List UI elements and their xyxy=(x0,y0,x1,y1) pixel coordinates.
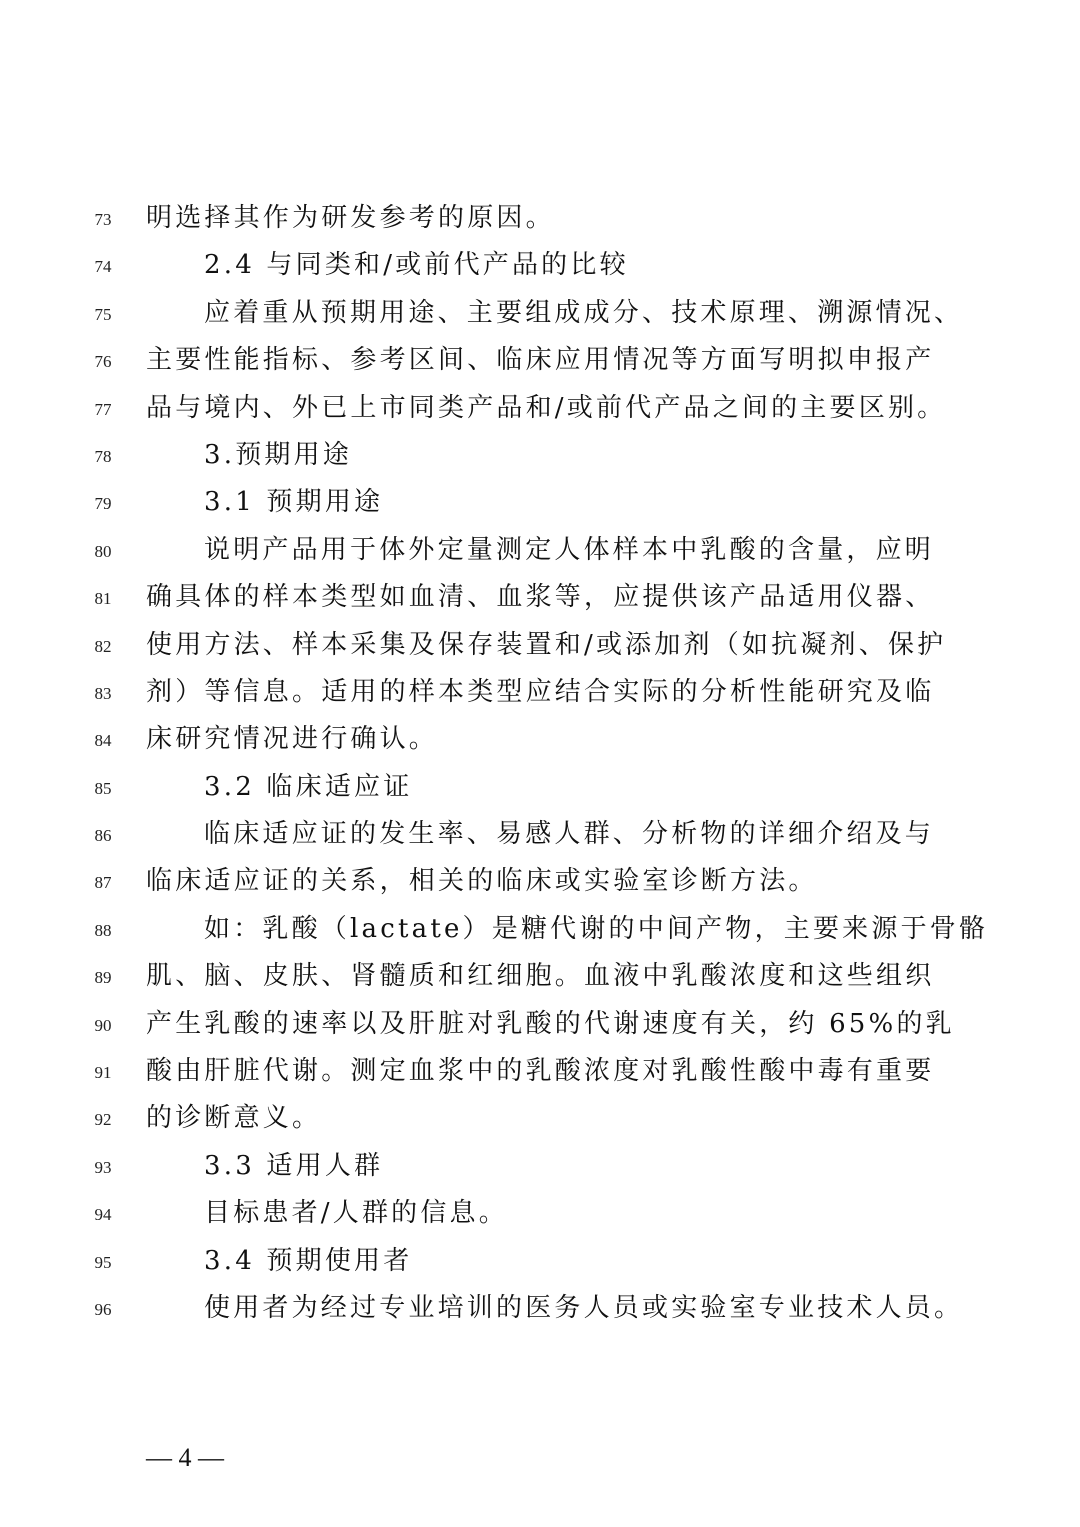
line-text: 产生乳酸的速率以及肝脏对乳酸的代谢速度有关，约 65%的乳 xyxy=(146,1008,955,1039)
line-number: 83 xyxy=(94,683,112,703)
line-text: 应着重从预期用途、主要组成成分、技术原理、溯源情况、 xyxy=(204,297,964,328)
text-line xyxy=(0,950,1080,997)
line-number: 81 xyxy=(94,589,112,609)
text-line xyxy=(0,1235,1080,1282)
line-text: 说明产品用于体外定量测定人体样本中乳酸的含量，应明 xyxy=(204,534,935,565)
text-line xyxy=(0,429,1080,476)
line-number: 82 xyxy=(94,636,112,656)
line-number: 87 xyxy=(94,873,112,893)
line-text: 3.2 临床适应证 xyxy=(204,771,413,802)
body-text xyxy=(0,192,1080,1329)
line-number: 90 xyxy=(94,1015,112,1035)
line-number: 76 xyxy=(94,352,112,372)
line-number: 89 xyxy=(94,968,112,988)
line-text: 3.1 预期用途 xyxy=(204,487,384,518)
text-line xyxy=(0,1140,1080,1187)
line-text: 如：乳酸（lactate）是糖代谢的中间产物，主要来源于骨骼 xyxy=(204,913,989,944)
text-line xyxy=(0,1092,1080,1139)
text-line xyxy=(0,571,1080,618)
line-text: 3.3 适用人群 xyxy=(204,1150,384,1181)
line-number: 91 xyxy=(94,1063,112,1083)
line-text: 床研究情况进行确认。 xyxy=(146,724,439,755)
line-number: 94 xyxy=(94,1205,112,1225)
line-text: 的诊断意义。 xyxy=(146,1103,322,1134)
text-line xyxy=(0,287,1080,334)
line-text: 3.预期用途 xyxy=(204,439,353,470)
text-line xyxy=(0,903,1080,950)
line-text: 主要性能指标、参考区间、临床应用情况等方面写明拟申报产 xyxy=(146,345,935,376)
text-line xyxy=(0,1187,1080,1234)
text-line xyxy=(0,192,1080,239)
line-number: 86 xyxy=(94,826,112,846)
line-number: 84 xyxy=(94,731,112,751)
line-text: 3.4 预期使用者 xyxy=(204,1245,413,1276)
line-number: 93 xyxy=(94,1157,112,1177)
line-number: 88 xyxy=(94,920,112,940)
line-text: 使用方法、样本采集及保存装置和/或添加剂（如抗凝剂、保护 xyxy=(146,629,947,660)
line-text: 剂）等信息。适用的样本类型应结合实际的分析性能研究及临 xyxy=(146,676,935,707)
line-text: 品与境内、外已上市同类产品和/或前代产品之间的主要区别。 xyxy=(146,392,947,423)
line-number: 77 xyxy=(94,399,112,419)
text-line xyxy=(0,524,1080,571)
text-line xyxy=(0,382,1080,429)
line-number: 73 xyxy=(94,210,112,229)
text-line xyxy=(0,713,1080,760)
line-text: 确具体的样本类型如血清、血浆等，应提供该产品适用仪器、 xyxy=(146,582,935,613)
line-number: 92 xyxy=(94,1110,112,1130)
line-text: 酸由肝脏代谢。测定血浆中的乳酸浓度对乳酸性酸中毒有重要 xyxy=(146,1056,935,1087)
text-line xyxy=(0,476,1080,523)
line-number: 74 xyxy=(94,257,112,277)
text-line xyxy=(0,1045,1080,1092)
line-number: 96 xyxy=(94,1299,112,1319)
line-text: 临床适应证的发生率、易感人群、分析物的详细介绍及与 xyxy=(204,819,935,850)
line-text: 明选择其作为研发参考的原因。 xyxy=(146,203,555,233)
text-line xyxy=(0,666,1080,713)
line-number: 78 xyxy=(94,446,112,466)
text-line xyxy=(0,1282,1080,1329)
line-number: 75 xyxy=(94,304,112,324)
text-line xyxy=(0,761,1080,808)
line-text: 临床适应证的关系，相关的临床或实验室诊断方法。 xyxy=(146,866,818,897)
line-text: 使用者为经过专业培训的医务人员或实验室专业技术人员。 xyxy=(204,1292,964,1323)
line-number: 95 xyxy=(94,1252,112,1272)
line-text: 目标患者/人群的信息。 xyxy=(204,1198,508,1229)
text-line xyxy=(0,239,1080,286)
text-line xyxy=(0,808,1080,855)
line-number: 80 xyxy=(94,541,112,561)
line-text: 肌、脑、皮肤、肾髓质和红细胞。血液中乳酸浓度和这些组织 xyxy=(146,961,935,992)
line-text: 2.4 与同类和/或前代产品的比较 xyxy=(204,250,629,281)
line-number: 79 xyxy=(94,494,112,514)
line-number: 85 xyxy=(94,778,112,798)
text-line xyxy=(0,855,1080,902)
page-number: — 4 — xyxy=(146,1443,224,1472)
text-line xyxy=(0,998,1080,1045)
text-line xyxy=(0,619,1080,666)
text-line xyxy=(0,334,1080,381)
